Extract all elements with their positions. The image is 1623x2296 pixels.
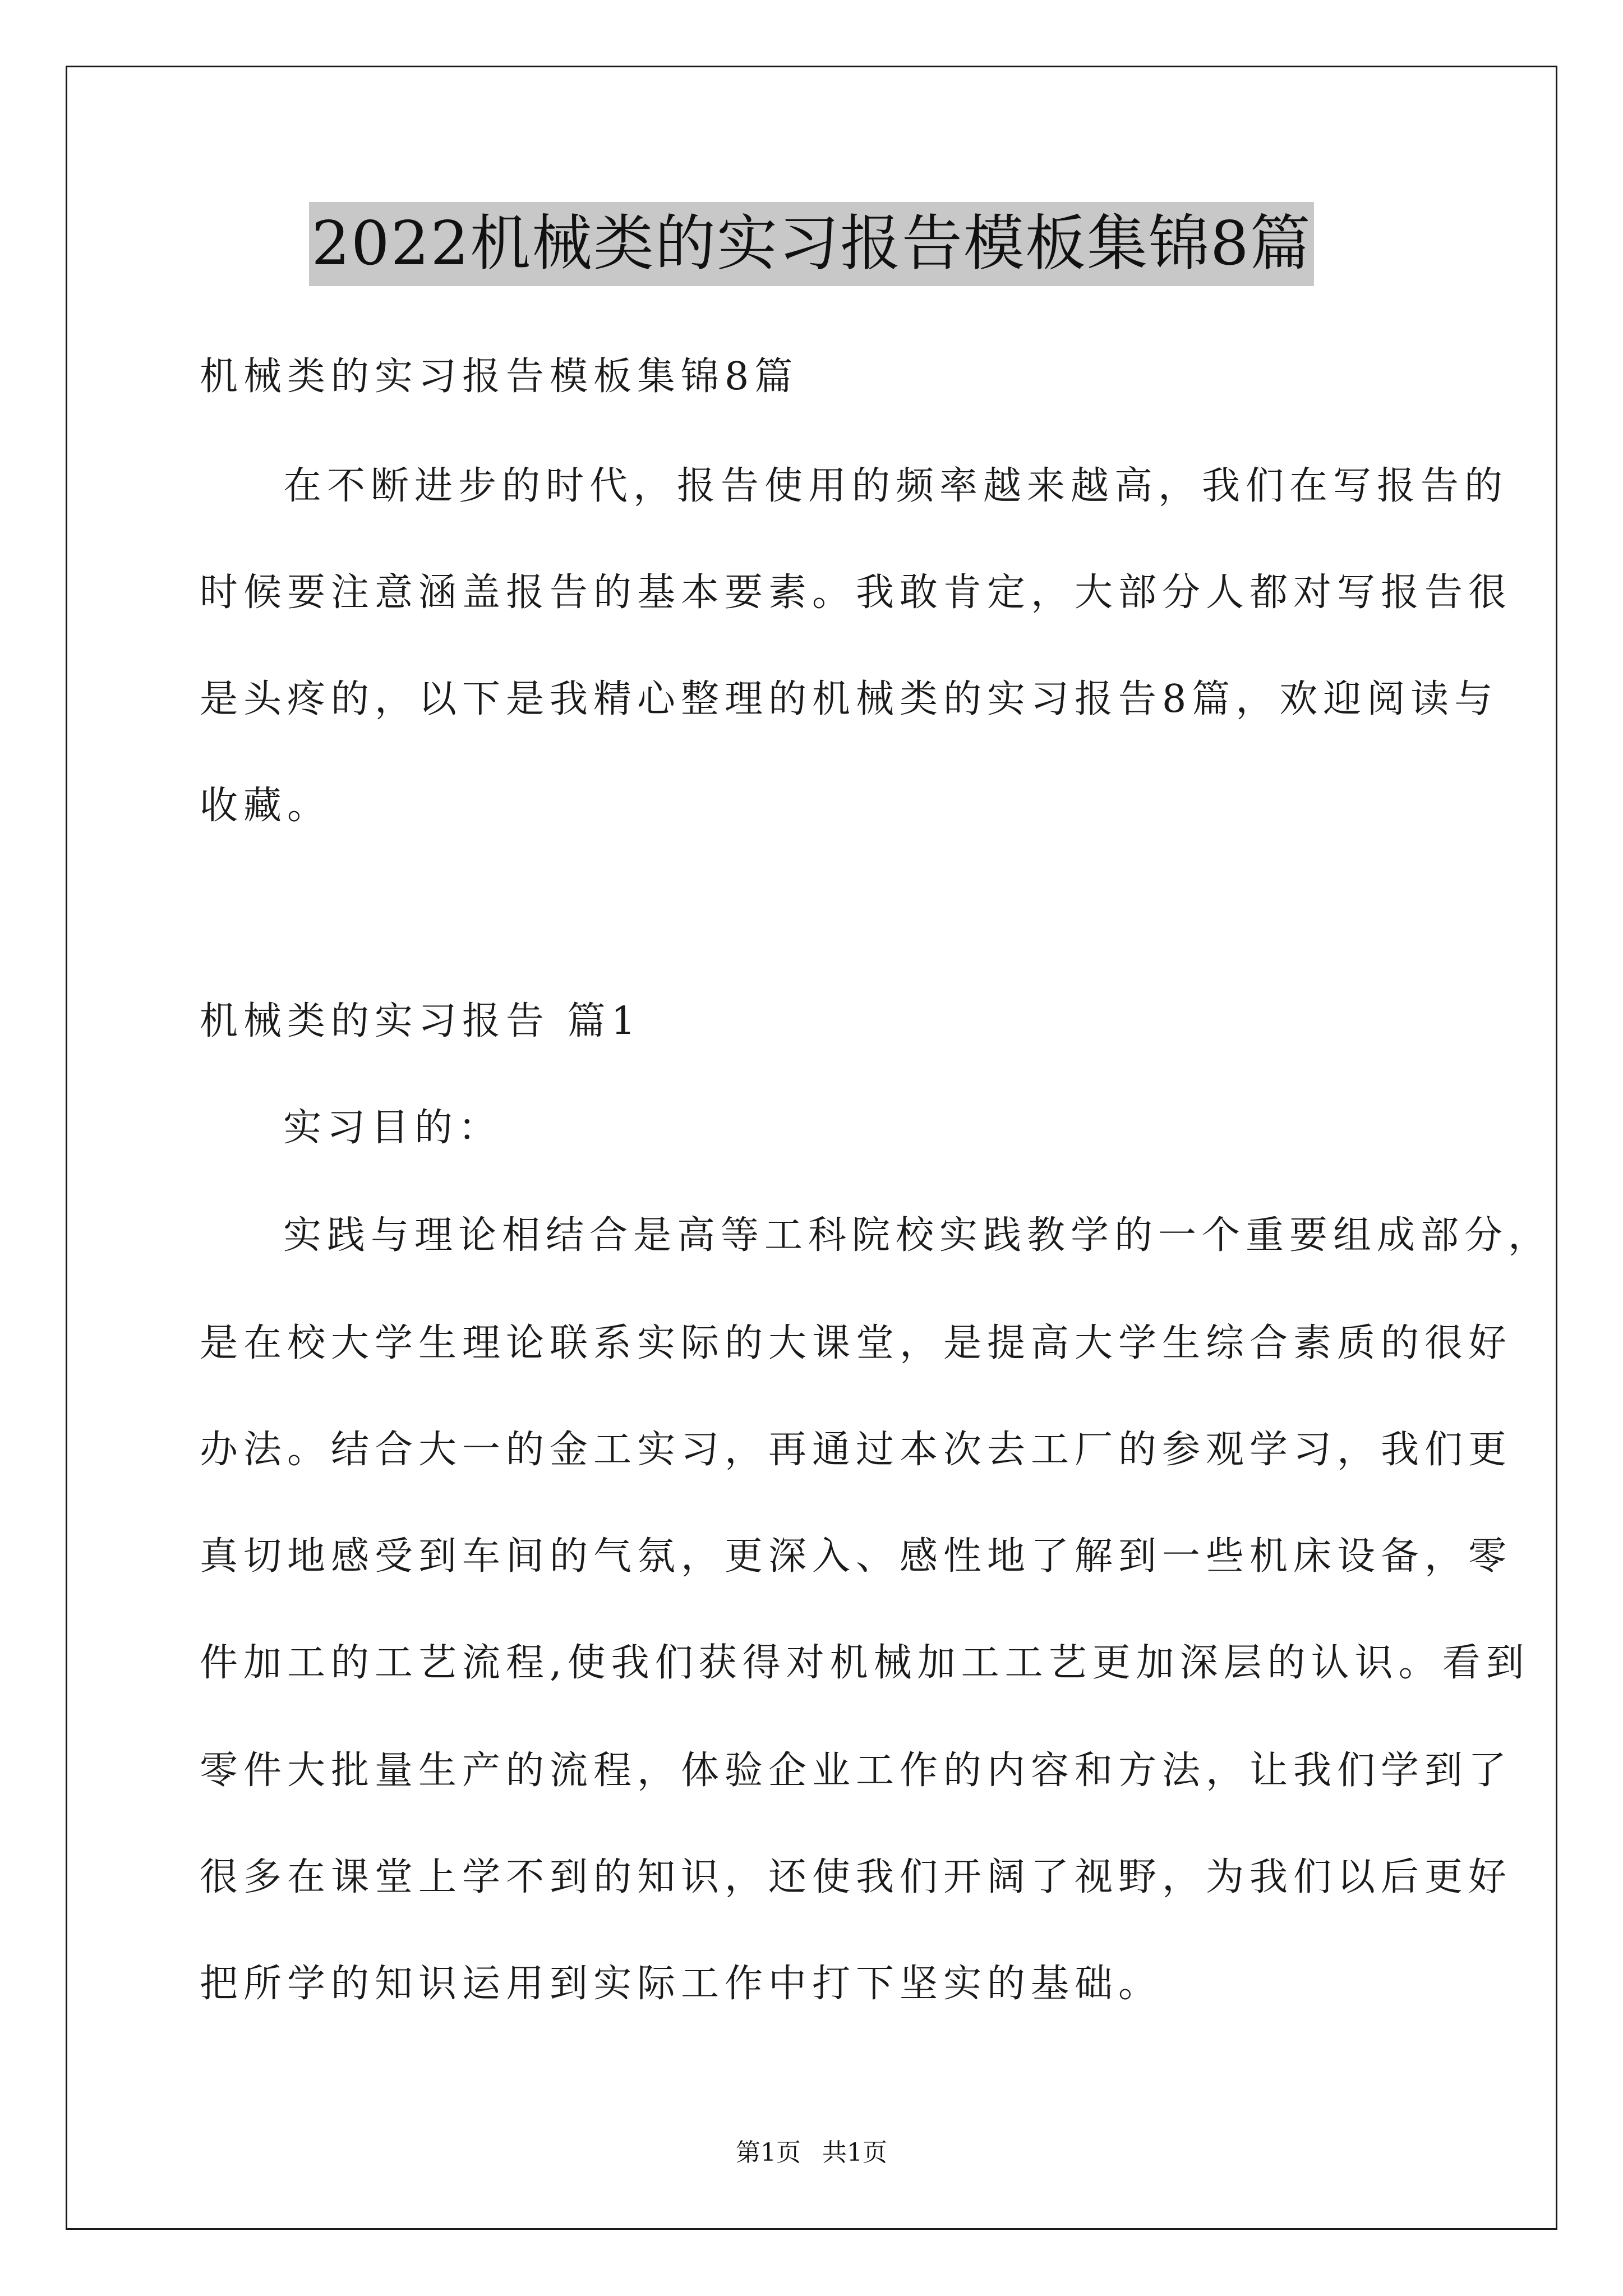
intro-line: 收藏。 [200,784,331,828]
title-container [0,202,1623,286]
body-line: 真切地感受到车间的气氛，更深入、感性地了解到一些机床设备，零 [200,1534,1513,1579]
purpose-label: 实习目的： [283,1106,502,1150]
page-footer [0,2136,1623,2170]
page-number: 第1页 [736,2138,801,2167]
body-line: 把所学的知识运用到实际工作中打下坚实的基础。 [200,1962,1163,2006]
body-line: 很多在课堂上学不到的知识，还使我们开阔了视野，为我们以后更好 [200,1855,1513,1899]
intro-line: 时候要注意涵盖报告的基本要素。我敢肯定，大部分人都对写报告很 [200,570,1513,615]
body-line: 是在校大学生理论联系实际的大课堂，是提高大学生综合素质的很好 [200,1321,1513,1365]
section-heading: 机械类的实习报告 篇1 [200,999,641,1043]
document-subtitle: 机械类的实习报告模板集锦8篇 [200,355,799,399]
intro-line: 是头疼的，以下是我精心整理的机械类的实习报告8篇，欢迎阅读与 [200,677,1498,721]
body-line: 实践与理论相结合是高等工科院校实践教学的一个重要组成部分， [283,1213,1552,1258]
body-line: 办法。结合大一的金工实习，再通过本次去工厂的参观学习，我们更 [200,1428,1513,1472]
body-line: 零件大批量生产的流程，体验企业工作的内容和方法，让我们学到了 [200,1749,1513,1793]
intro-line: 在不断进步的时代，报告使用的频率越来越高，我们在写报告的 [283,464,1509,508]
body-line: 件加工的工艺流程,使我们获得对机械加工工艺更加深层的认识。看到 [200,1641,1530,1685]
document-title: 2022机械类的实习报告模板集锦8篇 [309,202,1314,286]
page-total: 共1页 [822,2138,887,2167]
